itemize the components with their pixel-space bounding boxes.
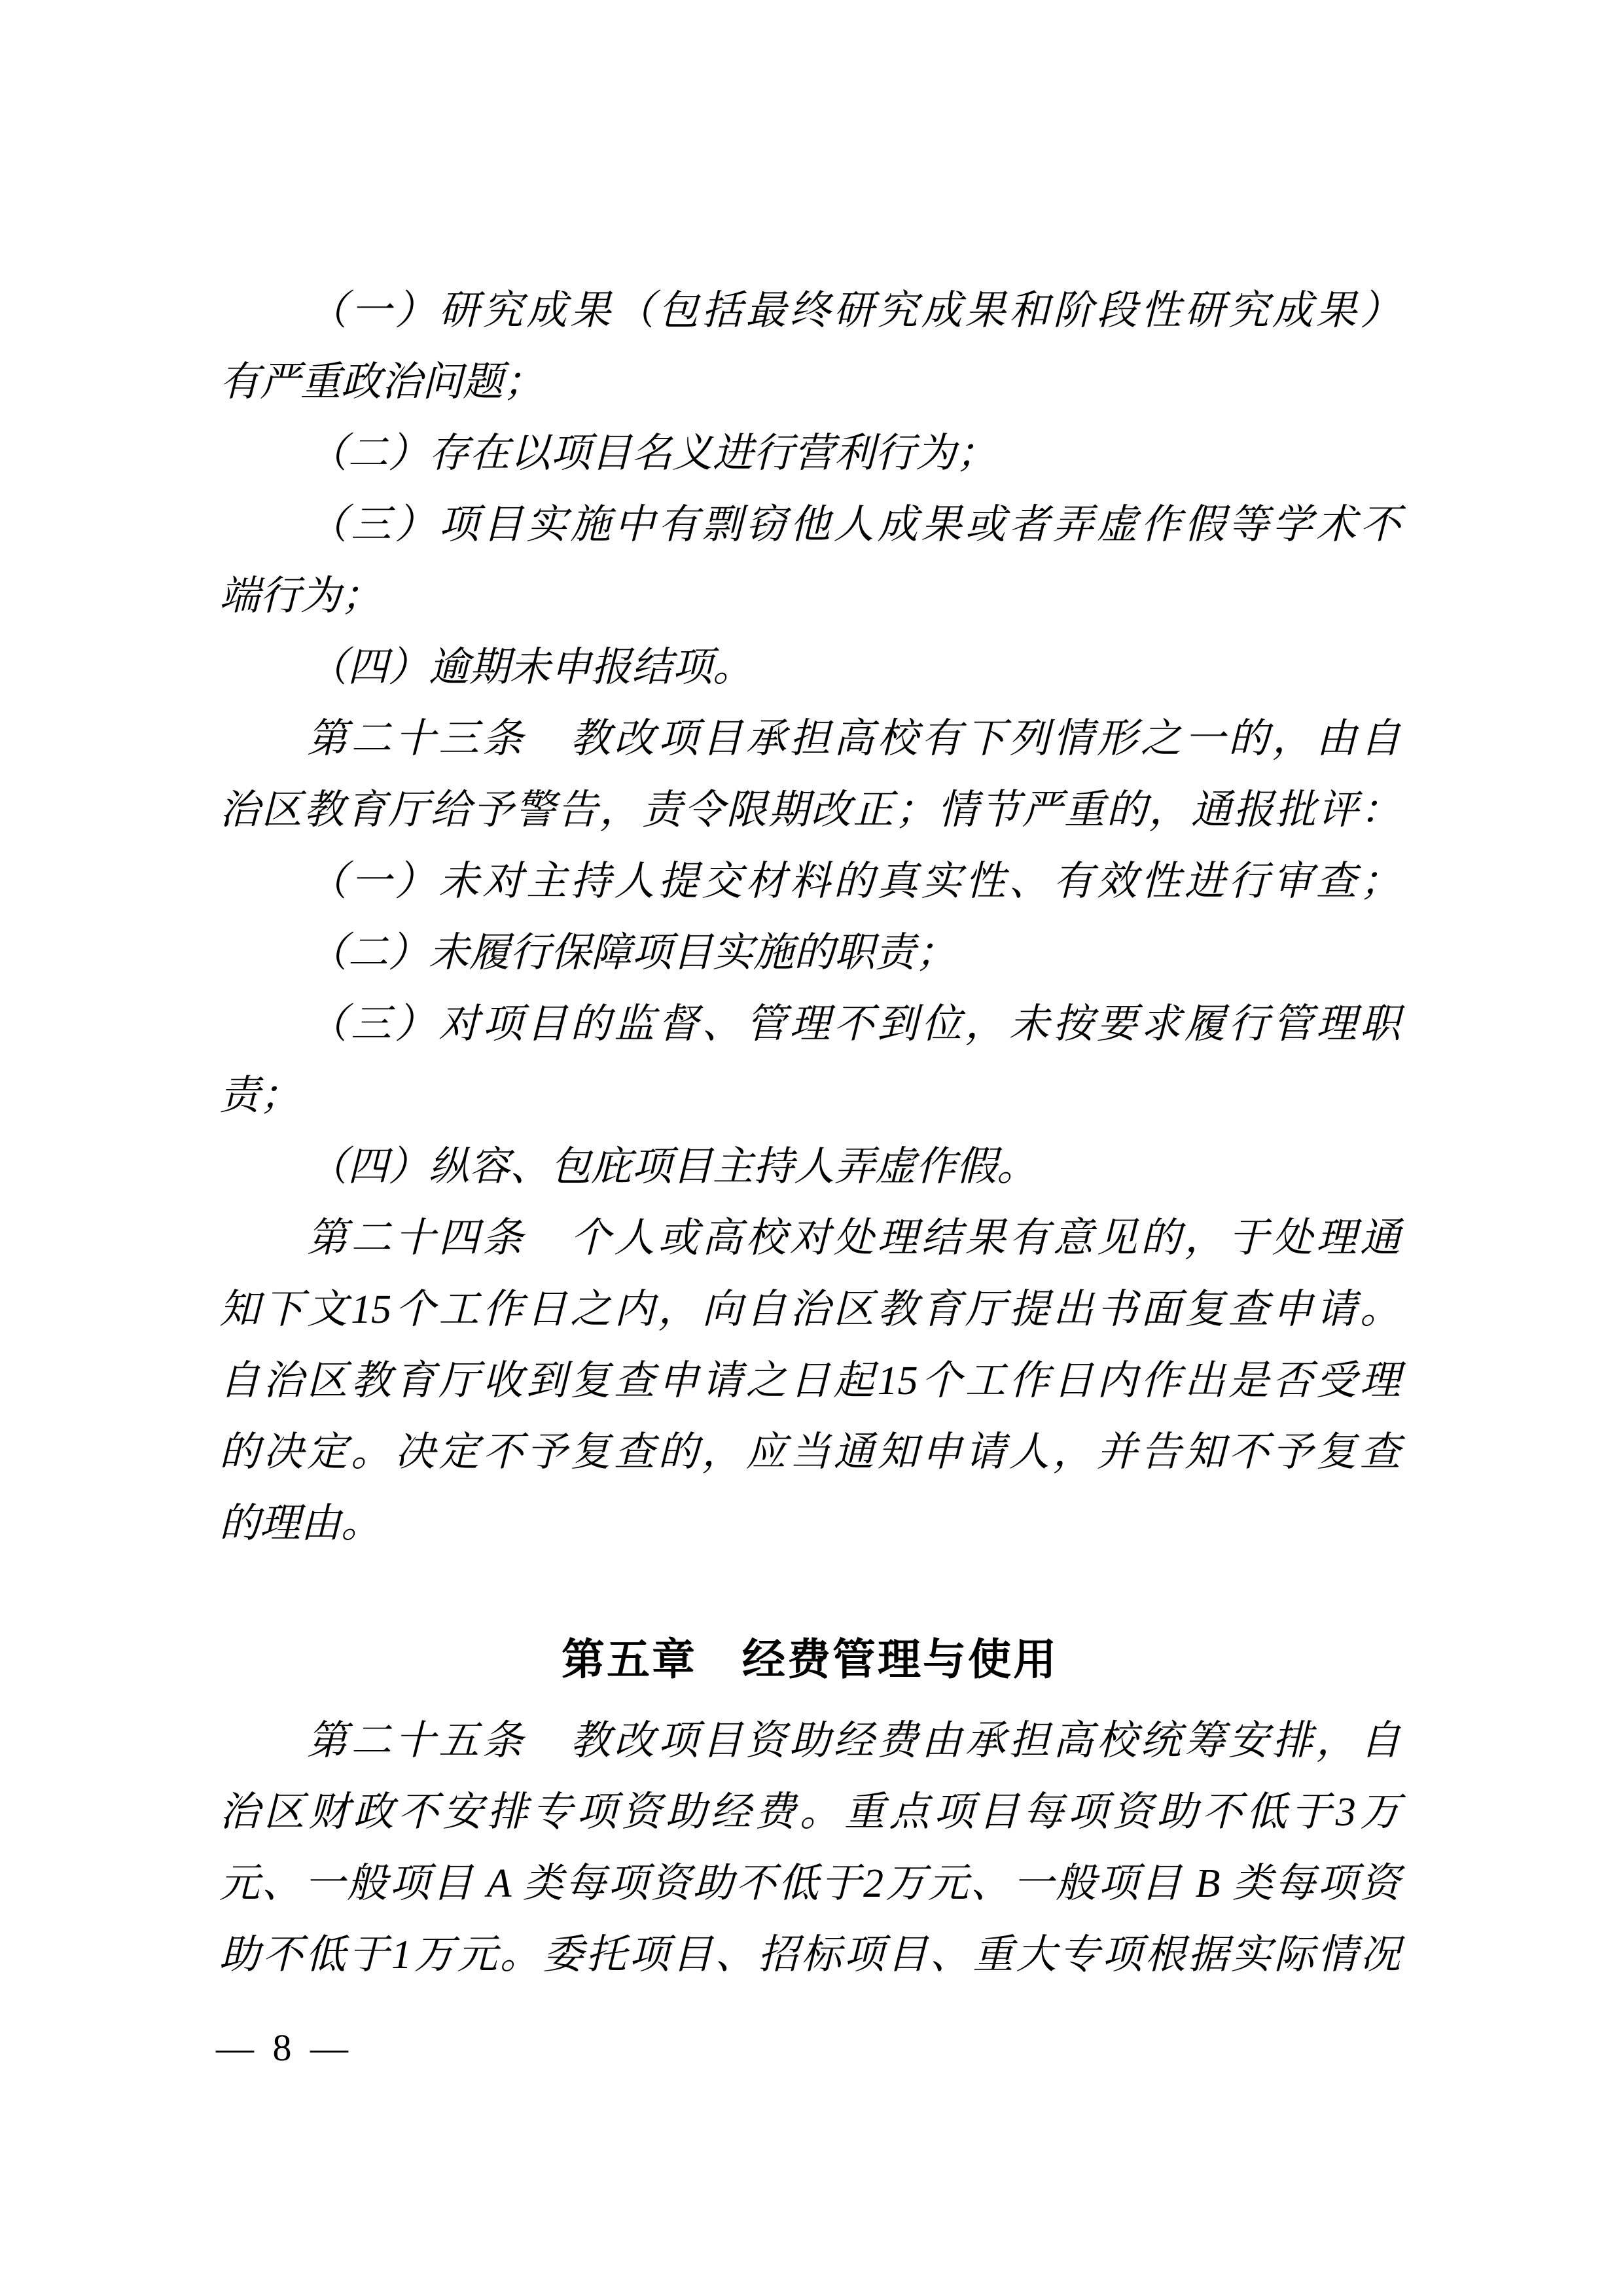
text-line: （二）存在以项目名义进行营利行为； (307, 431, 997, 476)
text-line: 第二十五条 教改项目资助经费由承担高校统筹安排，自 (307, 1719, 1400, 1763)
page-number: — 8 — (216, 2026, 353, 2069)
text-line: 端行为； (219, 574, 382, 619)
text-line: 知下文15个工作日之内，向自治区教育厅提出书面复查申请。 (219, 1287, 1400, 1332)
chapter-heading: 第五章 经费管理与使用 (562, 1635, 1058, 1683)
text-line: （四）逾期未申报结项。 (307, 645, 754, 690)
document-body (219, 276, 1400, 1991)
text-line: （一）研究成果（包括最终研究成果和阶段性研究成果） (307, 289, 1400, 333)
text-line: 第二十四条 个人或高校对处理结果有意见的，于处理通 (307, 1216, 1400, 1261)
text-line: （三）对项目的监督、管理不到位，未按要求履行管理职 (307, 1002, 1400, 1047)
text-line: 助不低于1万元。委托项目、招标项目、重大专项根据实际情况 (219, 1933, 1400, 1977)
text-line: （二）未履行保障项目实施的职责； (307, 931, 957, 975)
text-line: 元、一般项目 A 类每项资助不低于2万元、一般项目 B 类每项资 (219, 1861, 1400, 1906)
text-line: 的决定。决定不予复查的，应当通知申请人，并告知不予复查 (219, 1430, 1400, 1475)
text-line: （一）未对主持人提交材料的真实性、有效性进行审查； (307, 859, 1400, 904)
text-line: （三）项目实施中有剽窃他人成果或者弄虚作假等学术不 (307, 503, 1400, 547)
text-line: （四）纵容、包庇项目主持人弄虚作假。 (307, 1145, 1038, 1189)
text-line: 有严重政治问题； (219, 360, 544, 404)
text-line: 的理由。 (219, 1501, 382, 1546)
text-line: 自治区教育厅收到复查申请之日起15个工作日内作出是否受理 (219, 1359, 1400, 1403)
text-line: 责； (219, 1073, 301, 1118)
text-line: 治区财政不安排专项资助经费。重点项目每项资助不低于3万 (219, 1790, 1400, 1835)
text-line: 第二十三条 教改项目承担高校有下列情形之一的，由自 (307, 717, 1400, 761)
text-line: 治区教育厅给予警告，责令限期改正；情节严重的，通报批评： (219, 788, 1400, 833)
